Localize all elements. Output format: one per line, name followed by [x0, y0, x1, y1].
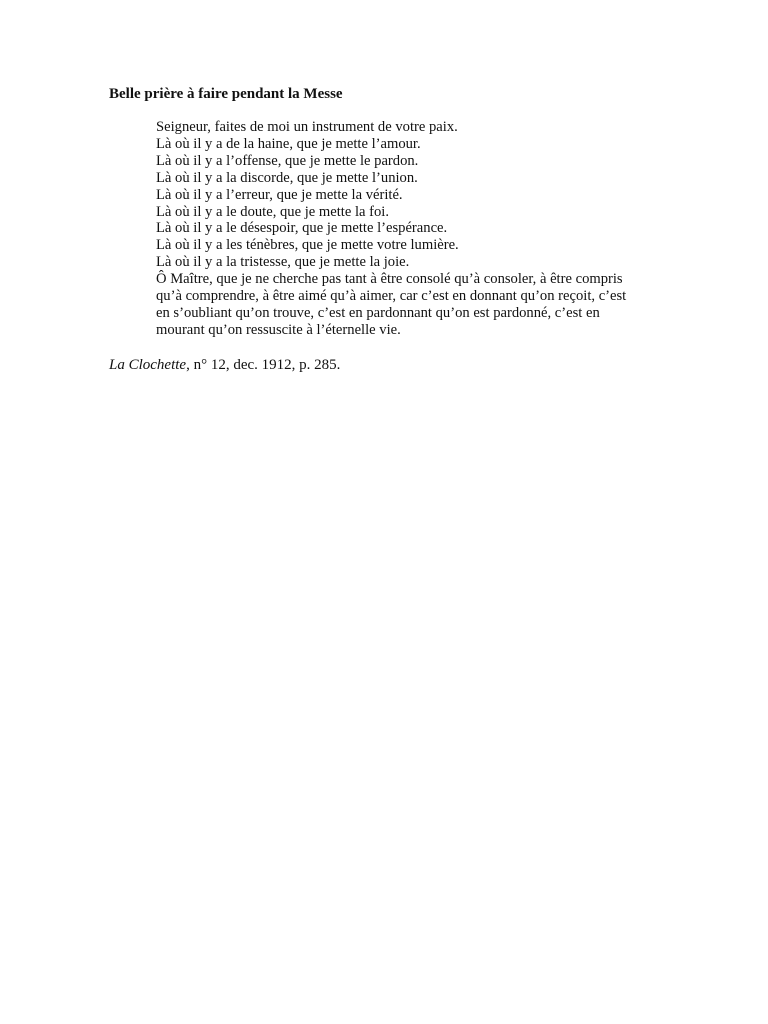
prayer-line: Là où il y a de la haine, que je mette l’amour.	[156, 135, 421, 152]
closing-prayer-line: qu’à comprendre, à être aimé qu’à aimer, car c’est en donnant qu’on reçoit, c’est	[156, 288, 627, 305]
source-details: , n° 12, dec. 1912, p. 285.	[186, 357, 341, 373]
source-publication-title: La Clochette	[109, 357, 187, 373]
prayer-line: Là où il y a les ténèbres, que je mette votre lumière.	[156, 237, 459, 254]
prayer-line: Là où il y a la discorde, que je mette l’union.	[156, 169, 418, 186]
closing-prayer-line: en s’oubliant qu’on trouve, c’est en pardonnant qu’on est pardonné, c’est en	[156, 304, 600, 321]
prayer-line: Là où il y a le désespoir, que je mette l’espérance.	[156, 220, 448, 237]
source-citation	[109, 356, 340, 374]
document-title: Belle prière à faire pendant la Messe	[109, 86, 343, 102]
prayer-line: Là où il y a le doute, que je mette la foi.	[156, 203, 390, 220]
closing-prayer-line: mourant qu’on ressuscite à l’éternelle vie.	[156, 321, 401, 338]
prayer-line: Là où il y a la tristesse, que je mette la joie.	[156, 254, 410, 271]
prayer-line: Là où il y a l’offense, que je mette le pardon.	[156, 152, 419, 169]
prayer-line: Seigneur, faites de moi un instrument de votre paix.	[156, 119, 458, 135]
closing-prayer-line: Ô Maître, que je ne cherche pas tant à être consolé qu’à consoler, à être compris	[156, 271, 623, 288]
prayer-text	[156, 119, 676, 339]
prayer-line: Là où il y a l’erreur, que je mette la vérité.	[156, 186, 403, 203]
